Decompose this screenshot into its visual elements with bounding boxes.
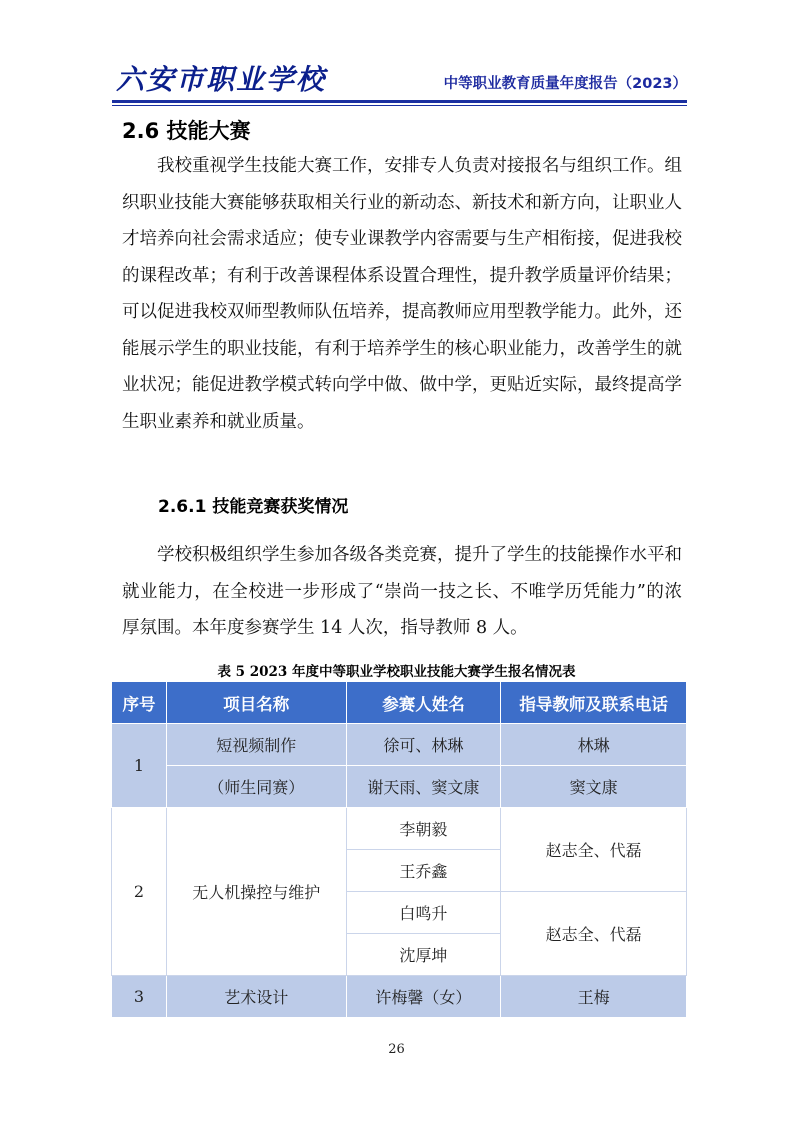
header-divider [112, 100, 687, 103]
table-header-row [112, 682, 687, 724]
row-no: 1 [112, 724, 167, 808]
participant-cell: 谢天雨、窦文康 [346, 766, 501, 808]
header-project: 项目名称 [166, 682, 346, 724]
row-no: 3 [112, 976, 167, 1018]
participant-cell: 白鸣升 [346, 892, 501, 934]
registration-table [111, 681, 687, 1018]
project-name: 短视频制作 [166, 724, 346, 766]
teacher-cell: 赵志全、代磊 [501, 892, 687, 976]
subsection-title: 2.6.1 技能竞赛获奖情况 [158, 497, 349, 517]
project-name: 无人机操控与维护 [166, 808, 346, 976]
section-paragraph-2: 学校积极组织学生参加各级各类竞赛，提升了学生的技能操作水平和就业能力，在全校进一步形成了“崇尚一技之长、不唯学历凭能力”的浓厚氛围。本年度参赛学生 14 人次，指导教师 8 人。 [122, 545, 682, 638]
participant-cell: 李朝毅 [346, 808, 501, 850]
participant-cell: 徐可、林琳 [346, 724, 501, 766]
page-number: 26 [388, 1042, 405, 1057]
teacher-cell: 赵志全、代磊 [501, 808, 687, 892]
row-no: 2 [112, 808, 167, 976]
header-divider-thin [112, 105, 687, 106]
project-note: （师生同赛） [166, 766, 346, 808]
table-row [112, 976, 687, 1018]
table-row [112, 808, 687, 850]
report-title: 中等职业教育质量年度报告（2023） [443, 76, 687, 92]
participant-cell: 王乔鑫 [346, 850, 501, 892]
table-caption: 表 5 2023 年度中等职业学校职业技能大赛学生报名情况表 [217, 664, 576, 680]
page-header [112, 58, 687, 98]
teacher-cell: 林琳 [501, 724, 687, 766]
section-title: 2.6 技能大赛 [122, 119, 251, 143]
teacher-cell: 窦文康 [501, 766, 687, 808]
school-logo: 六安市职业学校 [116, 63, 327, 96]
header-no: 序号 [112, 682, 167, 724]
section-paragraph-1: 我校重视学生技能大赛工作，安排专人负责对接报名与组织工作。组织职业技能大赛能够获取相关行业的新动态、新技术和新方向，让职业人才培养向社会需求适应；使专业课教学内容需要与生产相衔接，促进我校的课程改革；有利于改善课程体系设置合理性，提升教学质量评价结果；可以促进我校双师型教师队伍培养，提高教师应用型教学能力。此外，还能展示学生的职业技能，有利于培养学生的核心职业能力，改善学生的就业状况；能促进教学模式转向学中做、做中学，更贴近实际，最终提高学生职业素养和就业质量。 [122, 156, 682, 432]
participant-cell: 许梅馨（女） [346, 976, 501, 1018]
participant-cell: 沈厚坤 [346, 934, 501, 976]
header-participants: 参赛人姓名 [346, 682, 501, 724]
header-teachers: 指导教师及联系电话 [501, 682, 687, 724]
project-name: 艺术设计 [166, 976, 346, 1018]
table-row [112, 766, 687, 808]
teacher-cell: 王梅 [501, 976, 687, 1018]
table-row [112, 724, 687, 766]
